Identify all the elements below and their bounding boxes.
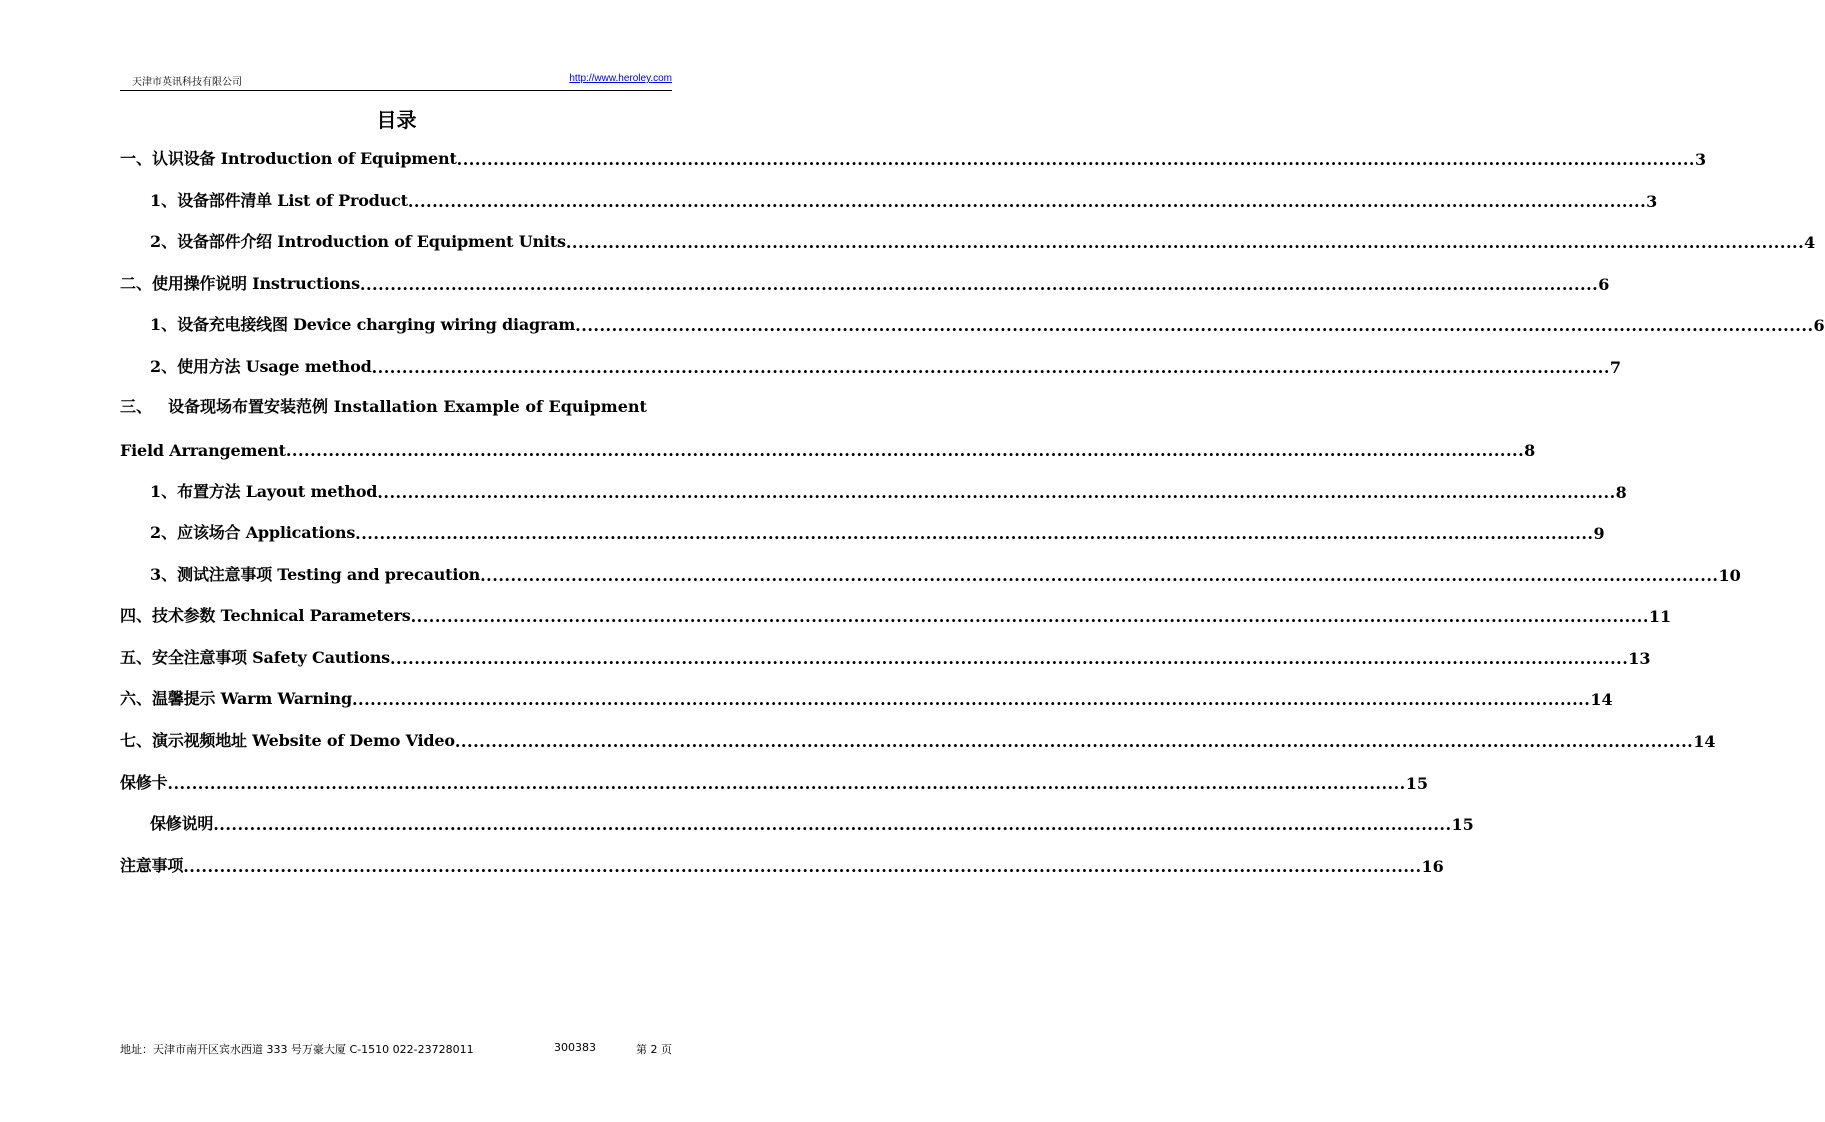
toc-page: 4 <box>1804 233 1816 252</box>
toc-title: 应该场合 Applications <box>177 523 356 542</box>
page-header <box>120 72 672 91</box>
toc-leader <box>457 150 1695 169</box>
toc-page: 3 <box>1646 192 1658 211</box>
toc-title: 设备现场布置安装范例 Installation Example of Equipment <box>168 397 647 416</box>
toc-number: 3、 <box>150 565 178 584</box>
toc-number: 2、 <box>150 232 178 251</box>
toc-entry-list-of-product[interactable] <box>150 187 1658 211</box>
toc-leader <box>355 524 1593 543</box>
toc-leader <box>286 441 1524 460</box>
company-address: 地址：天津市南开区宾水西道 333 号万豪大厦 C-1510 022-23728011 <box>120 1043 474 1056</box>
toc-page: 14 <box>1693 732 1716 751</box>
toc-entry-layout-method[interactable] <box>150 478 1627 502</box>
toc-entry-charging-wiring[interactable] <box>150 311 1825 335</box>
toc-entry-equipment-units[interactable] <box>150 228 1816 252</box>
toc-page: 13 <box>1628 649 1651 668</box>
toc-number: 一、 <box>120 149 153 168</box>
toc-leader <box>566 233 1804 252</box>
toc-entry-testing-precaution[interactable] <box>150 561 1741 585</box>
toc-number: 三、 <box>120 397 153 416</box>
toc-leader <box>167 774 1405 793</box>
toc-leader <box>480 566 1718 585</box>
toc-page: 15 <box>1451 815 1474 834</box>
toc-title: 保修卡 <box>120 773 168 792</box>
toc-leader <box>411 607 1649 626</box>
toc-title: 设备部件介绍 Introduction of Equipment Units <box>177 232 566 251</box>
toc-title: 认识设备 Introduction of Equipment <box>152 149 457 168</box>
toc-title: 设备部件清单 List of Product <box>177 191 408 210</box>
toc-title: 测试注意事项 Testing and precaution <box>177 565 481 584</box>
page-number: 第 2 页 <box>636 1043 672 1056</box>
page-footer <box>120 1039 672 1059</box>
toc-entry-installation-example-cont[interactable] <box>120 436 1536 460</box>
toc-leader <box>377 483 1615 502</box>
toc-leader <box>372 358 1610 377</box>
toc-number: 1、 <box>150 482 178 501</box>
toc-leader <box>213 815 1451 834</box>
toc-page: 14 <box>1590 690 1613 709</box>
toc-page: 9 <box>1593 524 1605 543</box>
toc-entry-instructions[interactable] <box>120 270 1610 294</box>
toc-leader <box>408 192 1646 211</box>
toc-title: 安全注意事项 Safety Cautions <box>152 648 390 667</box>
toc-entry-warm-warning[interactable] <box>120 685 1613 709</box>
toc-leader <box>390 649 1628 668</box>
toc-entry-demo-video[interactable] <box>120 727 1716 751</box>
toc-leader <box>360 275 1598 294</box>
toc-number: 二、 <box>120 274 153 293</box>
toc-title: 使用方法 Usage method <box>177 357 372 376</box>
postal-code: 300383 <box>554 1041 596 1054</box>
toc-leader <box>352 690 1590 709</box>
toc-page: 6 <box>1598 275 1610 294</box>
toc-page: 15 <box>1405 774 1429 793</box>
toc-title: 布置方法 Layout method <box>177 482 378 501</box>
toc-title: 温馨提示 Warm Warning <box>152 689 352 708</box>
website-link[interactable]: http://www.heroley.com <box>569 73 672 84</box>
toc-page: 8 <box>1615 483 1627 502</box>
toc-entry-precautions[interactable] <box>120 852 1444 876</box>
toc-number: 1、 <box>150 191 178 210</box>
toc-leader <box>455 732 1693 751</box>
toc-number: 七、 <box>120 731 153 750</box>
toc-entry-usage-method[interactable] <box>150 353 1622 377</box>
toc-title: 注意事项 <box>120 856 184 875</box>
toc-page: 11 <box>1648 607 1672 626</box>
toc-number: 2、 <box>150 523 178 542</box>
toc-page: 8 <box>1524 441 1536 460</box>
toc-number: 五、 <box>120 648 153 667</box>
page-title: 目录 <box>376 108 417 132</box>
toc-page: 3 <box>1695 150 1707 169</box>
toc-entry-installation-example[interactable] <box>120 394 672 418</box>
toc-number: 2、 <box>150 357 178 376</box>
toc-leader <box>183 857 1421 876</box>
company-name: 天津市英讯科技有限公司 <box>132 77 242 88</box>
toc-page: 6 <box>1813 316 1825 335</box>
toc-entry-technical-parameters[interactable] <box>120 602 1672 626</box>
toc-entry-warranty-card[interactable] <box>120 769 1429 793</box>
toc-title: 演示视频地址 Website of Demo Video <box>152 731 455 750</box>
toc-title-continued: Field Arrangement <box>120 441 286 460</box>
toc-title: 使用操作说明 Instructions <box>152 274 360 293</box>
toc-number: 1、 <box>150 315 178 334</box>
toc-entry-introduction[interactable] <box>120 145 1707 169</box>
toc-entry-safety-cautions[interactable] <box>120 644 1651 668</box>
toc-entry-warranty-notes[interactable] <box>150 810 1474 834</box>
toc-number: 四、 <box>120 606 153 625</box>
toc-page: 7 <box>1609 358 1622 377</box>
toc-title: 技术参数 Technical Parameters <box>152 606 411 625</box>
toc-page: 16 <box>1421 857 1444 876</box>
toc-entry-applications[interactable] <box>150 519 1605 543</box>
toc-title: 保修说明 <box>150 814 214 833</box>
toc-number: 六、 <box>120 689 153 708</box>
toc-page: 10 <box>1718 566 1741 585</box>
toc-leader <box>575 316 1813 335</box>
toc-title: 设备充电接线图 Device charging wiring diagram <box>177 315 576 334</box>
